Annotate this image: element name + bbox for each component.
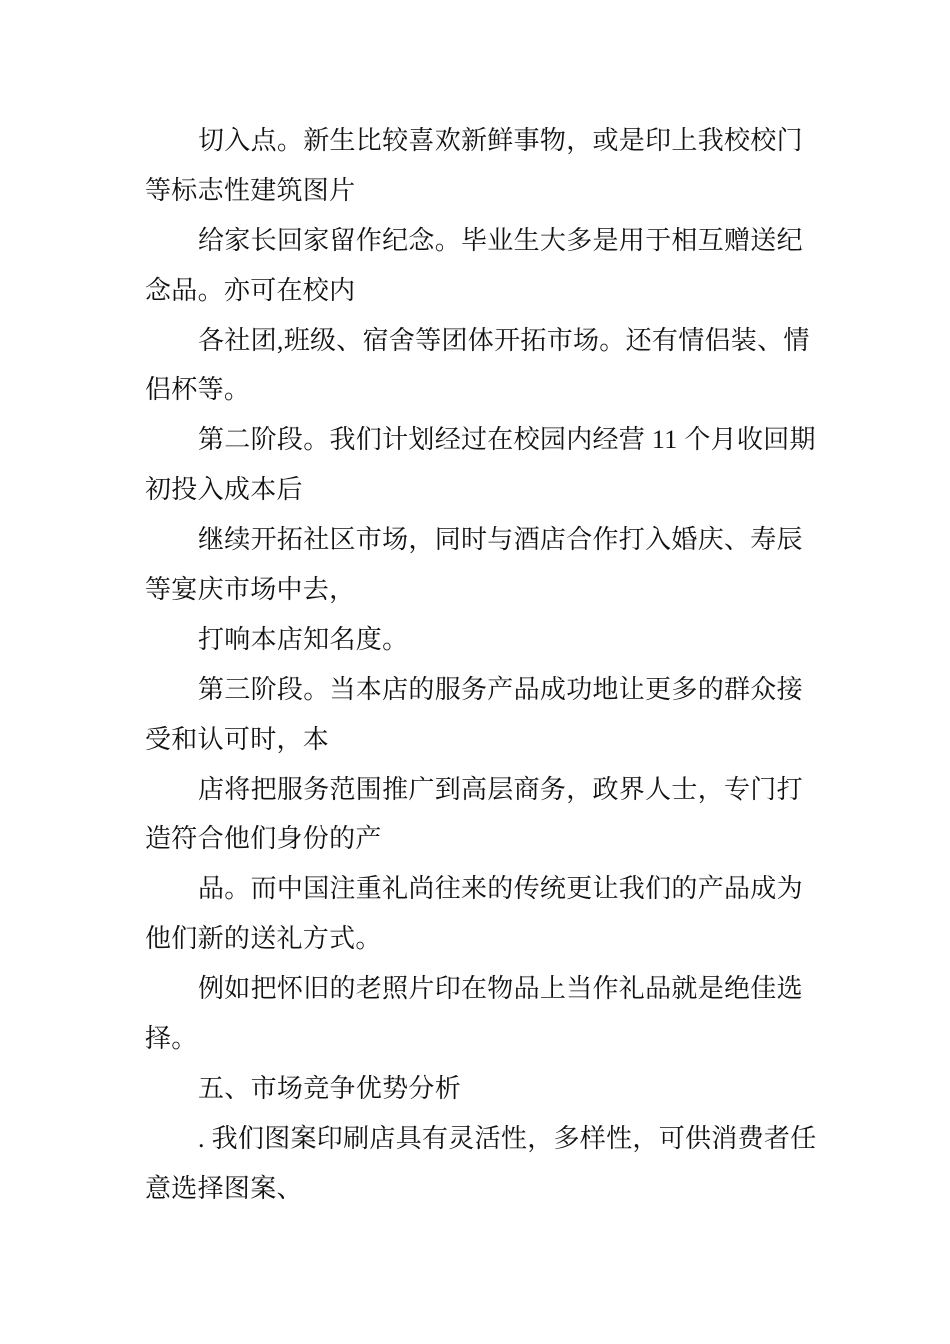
text-line: . 我们图案印刷店具有灵活性，多样性，可供消费者任 bbox=[198, 1123, 817, 1153]
section-heading-competitive-advantage bbox=[145, 1064, 807, 1114]
text-line: 念品。亦可在校内 bbox=[145, 275, 356, 305]
document-body bbox=[145, 116, 817, 1214]
paragraph-community-market bbox=[145, 515, 807, 615]
text-line: 等标志性建筑图片 bbox=[145, 175, 356, 205]
paragraph-intro-point bbox=[145, 116, 807, 216]
text-line: 侣杯等。 bbox=[145, 375, 251, 405]
text-line: 初投入成本后 bbox=[145, 475, 303, 505]
paragraph-stage-three bbox=[145, 665, 807, 765]
text-line: 他们新的送礼方式。 bbox=[145, 924, 382, 954]
paragraph-groups bbox=[145, 316, 810, 416]
paragraph-stage-two bbox=[145, 415, 816, 515]
text-line: 等宴庆市场中去， bbox=[145, 575, 356, 605]
paragraph-example bbox=[145, 964, 807, 1064]
text-line: 继续开拓社区市场，同时与酒店合作打入婚庆、寿辰 bbox=[198, 525, 803, 555]
paragraph-reputation bbox=[145, 615, 807, 665]
text-line: 店将把服务范围推广到高层商务，政界人士，专门打 bbox=[198, 774, 803, 804]
paragraph-souvenir bbox=[145, 216, 807, 316]
text-line: 例如把怀旧的老照片印在物品上当作礼品就是绝佳选 bbox=[198, 974, 803, 1004]
text-line: 造符合他们身份的产 bbox=[145, 824, 382, 854]
text-line: 各社团,班级、宿舍等团体开拓市场。还有情侣装、情 bbox=[198, 325, 810, 355]
section-heading: 五、市场竞争优势分析 bbox=[198, 1073, 462, 1103]
text-line: 切入点。新生比较喜欢新鲜事物，或是印上我校校门 bbox=[198, 126, 803, 155]
text-line: 择。 bbox=[145, 1024, 198, 1054]
text-line: 意选择图案、 bbox=[145, 1173, 303, 1203]
text-line: 打响本店知名度。 bbox=[198, 624, 409, 654]
paragraph-expansion bbox=[145, 765, 807, 865]
text-line: 第二阶段。我们计划经过在校园内经营 11 个月收回期 bbox=[198, 425, 816, 455]
text-line: 受和认可时，本 bbox=[145, 724, 330, 754]
text-line: 给家长回家留作纪念。毕业生大多是用于相互赠送纪 bbox=[198, 225, 803, 255]
paragraph-gift-tradition bbox=[145, 864, 807, 964]
text-line: 第三阶段。当本店的服务产品成功地让更多的群众接 bbox=[198, 674, 803, 704]
paragraph-flexibility bbox=[145, 1114, 817, 1214]
text-line: 品。而中国注重礼尚往来的传统更让我们的产品成为 bbox=[198, 874, 803, 904]
